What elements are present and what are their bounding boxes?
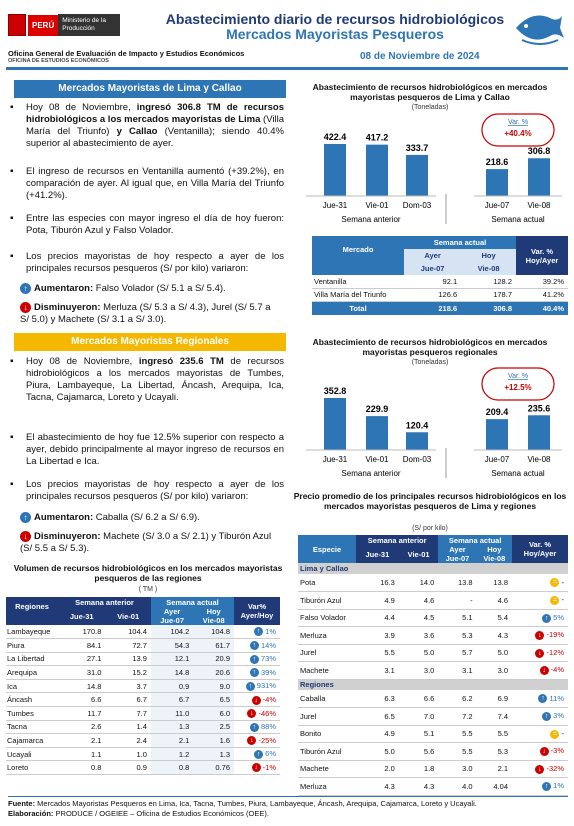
var-value: +40.4% <box>504 129 532 138</box>
bar-Vie-01 <box>366 416 388 450</box>
table-row: Áncash 6.6 6.7 6.7 6.5 ↓ -4% <box>6 693 280 707</box>
group-label-curr: Semana actual <box>491 215 545 224</box>
group-label-prev: Semana anterior <box>341 215 401 224</box>
fish-icon <box>512 6 568 48</box>
section-regionales: Mercados Mayoristas Regionales <box>14 333 286 351</box>
tick-label: Dom-03 <box>402 455 432 464</box>
table-row: Loreto 0.8 0.9 0.8 0.76 ↓ -1% <box>6 761 280 775</box>
var-label: Var. % <box>507 119 529 126</box>
table-row: Merluza 4.3 4.3 4.0 4.04 ↑ 1% <box>298 778 568 796</box>
bullet-precios: ▪ Los precios mayoristas de hoy respecto a ayer de los principales recursos pesqueros (S/ por kilo) variaron: <box>26 251 284 275</box>
produce-logo <box>8 14 120 36</box>
arrow-up-icon: ↑ <box>250 641 259 650</box>
col-sem-actual: Semana actual <box>151 597 234 607</box>
col-d1: Jue-31 <box>356 545 399 563</box>
title-sub: Mercados Mayoristas Pesqueros <box>226 26 444 42</box>
col-d1: Jue-31 <box>58 607 105 625</box>
bar-Jue-31 <box>324 144 346 196</box>
arrow-down-icon: ↓ <box>535 765 544 774</box>
bar-Dom-03 <box>406 432 428 450</box>
bar-value-label: 120.4 <box>405 420 429 431</box>
page-title <box>150 12 520 42</box>
bullet-ventanilla: ▪ El ingreso de recursos en Ventanilla aumentó (+39.2%), en comparación de ayer. Al igual que, en Villa María del Triunfo (+41.2%). <box>26 166 284 202</box>
footer <box>8 796 568 819</box>
header-divider <box>6 67 568 70</box>
col-d3: Jue-07 <box>438 554 476 563</box>
tick-label: Jue-07 <box>484 455 510 464</box>
footer-source: Fuente: Mercados Mayoristas Pesqueros en Lima, Ica, Tacna, Tumbes, Piura, Lambayeque, Áncash, Arequipa, Cajamarca, Loreto y Ucayali. <box>8 799 477 808</box>
table-row: Bonito 4.9 5.1 5.5 5.5 = - <box>298 725 568 743</box>
arrow-up-icon: ↑ <box>542 712 551 721</box>
arrow-down-icon: ↓ <box>20 302 31 313</box>
bullet-reg-ingreso: ▪ Hoy 08 de Noviembre, ingresó 235.6 TM de recursos hidrobiológicos a los mercados mayoristas de Tumbes, Piura, Lambayeque, La Libertad, Áncash, Arequipa, Ica, Tacna, Cajamarca, Loreto y Ucayali. <box>26 356 284 404</box>
arrow-up-icon: ↑ <box>246 682 255 691</box>
bar-value-label: 333.7 <box>405 142 429 153</box>
col-hoy: Hoy <box>193 607 234 616</box>
tick-label: Vie-01 <box>365 455 389 464</box>
bullet-especies: ▪ Entre las especies con mayor ingreso el día de hoy fueron: Pota, Tiburón Azul y Falso Volador. <box>26 213 284 237</box>
col-d1: Jue-07 <box>404 262 461 275</box>
tick-label: Vie-08 <box>527 201 551 210</box>
arrow-down-icon: ↓ <box>535 649 544 658</box>
bullet-lima-ingreso: ▪ Hoy 08 de Noviembre, ingresó 306.8 TM de recursos hidrobiológicos a los mercados mayoristas de Lima (Villa María del Triunfo) y Callao (Ventanilla); siendo 40.4% superior al abastecimiento de ayer. <box>26 102 284 150</box>
group-row: Regiones <box>298 679 568 690</box>
arrow-up-icon: ↑ <box>538 694 547 703</box>
table-row: Ica 14.8 3.7 0.9 9.0 ↑ 931% <box>6 679 280 693</box>
footer-elab: Elaboración: PRODUCE / OGEIEE – Oficina de Estudios Económicos (OEE). <box>8 809 269 818</box>
table-row: Villa María del Triunfo 126.6 178.7 41.2% <box>312 288 568 301</box>
col-especie: Especie <box>298 535 356 563</box>
arrow-down-icon: ↓ <box>20 531 31 542</box>
table-row: La Libertad 27.1 13.9 12.1 20.9 ↑ 73% <box>6 652 280 666</box>
col-var: Var. % Hoy/Ayer <box>516 236 568 275</box>
disminuyeron-lima: ↓ Disminuyeron: Merluza (S/ 5.3 a S/ 4.3), Jurel (S/ 5.7 a S/ 5.0) y Machete (S/ 3.1 a S/ 3.0). <box>20 302 271 326</box>
table-row: Piura 84.1 72.7 54.3 61.7 ↑ 14% <box>6 639 280 653</box>
total-row: Total 218.6 306.8 40.4% <box>312 301 568 315</box>
arrow-up-icon: ↑ <box>20 512 31 523</box>
group-label-prev: Semana anterior <box>341 469 401 478</box>
col-hoy: Hoy <box>461 249 516 262</box>
tick-label: Jue-07 <box>484 201 510 210</box>
col-hoy: Hoy <box>477 545 512 554</box>
col-regiones: Regiones <box>6 597 58 616</box>
peru-shield-icon <box>8 14 26 36</box>
chart1-lima-callao <box>296 112 566 232</box>
chart1-unit: (Toneladas) <box>411 104 449 111</box>
equal-icon: = <box>550 578 559 587</box>
arrow-up-icon: ↑ <box>250 655 259 664</box>
table-row: Jurel 5.5 5.0 5.7 5.0 ↓ -12% <box>298 644 568 662</box>
bar-value-label: 352.8 <box>323 386 347 396</box>
var-value: +12.5% <box>504 383 532 392</box>
chart2-unit: (Toneladas) <box>411 359 449 366</box>
col-var: Var. % Hoy/Ayer <box>512 535 568 563</box>
bar-Dom-03 <box>406 155 428 196</box>
arrow-down-icon: ↓ <box>535 631 544 640</box>
tick-label: Vie-01 <box>365 201 389 210</box>
bar-value-label: 229.9 <box>365 404 389 415</box>
table-row: Tiburón Azul 5.0 5.6 5.5 5.3 ↓ -3% <box>298 743 568 761</box>
table-row: Cajamarca 2.1 2.4 2.1 1.6 ↓ -25% <box>6 734 280 748</box>
col-semana-actual: Semana actual <box>404 236 516 249</box>
arrow-up-icon: ↑ <box>254 627 263 636</box>
bar-Jue-07 <box>486 419 508 450</box>
group-row: Lima y Callao <box>298 563 568 574</box>
tick-label: Dom-03 <box>402 201 432 210</box>
col-d3: Jue-07 <box>151 616 193 625</box>
price-table-unit: (S/ por kilo) <box>412 525 448 532</box>
bar-Jue-07 <box>486 169 508 196</box>
bar-Vie-08 <box>528 415 550 450</box>
col-sem-anterior: Semana anterior <box>58 597 151 607</box>
chart2-regionales <box>296 366 566 484</box>
arrow-up-icon: ↑ <box>542 614 551 623</box>
aumentaron-reg: ↑ Aumentaron: Caballa (S/ 6.2 a S/ 6.9). <box>20 512 270 524</box>
col-d2: Vie-01 <box>399 545 439 563</box>
bar-value-label: 306.8 <box>527 146 551 157</box>
equal-icon: = <box>550 596 559 605</box>
office-sub: OFICINA DE ESTUDIOS ECONÓMICOS <box>8 58 109 64</box>
bar-value-label: 422.4 <box>323 132 347 142</box>
arrow-up-icon: ↑ <box>542 782 551 791</box>
bar-Vie-01 <box>366 145 388 196</box>
group-label-curr: Semana actual <box>491 469 545 478</box>
arrow-down-icon: ↓ <box>540 666 549 675</box>
table-row: Arequipa 31.0 15.2 14.8 20.6 ↑ 39% <box>6 666 280 680</box>
table-row: Tiburón Azul 4.9 4.6 - 4.6 = - <box>298 592 568 610</box>
disminuyeron-reg: ↓ Disminuyeron: Machete (S/ 3.0 a S/ 2.1) y Tiburón Azul (S/ 5.5 a S/ 5.3). <box>20 531 272 555</box>
bar-value-label: 209.4 <box>485 407 509 418</box>
arrow-down-icon: ↓ <box>540 747 549 756</box>
price-table-title: Precio promedio de los principales recursos hidrobiológicos en los mercados mayoristas pesqueros de Lima y regiones <box>293 491 567 511</box>
bar-value-label: 417.2 <box>365 132 389 143</box>
price-table <box>298 535 568 796</box>
table-row: Machete 3.1 3.0 3.1 3.0 ↓ -4% <box>298 662 568 680</box>
var-label: Var. % <box>507 373 529 380</box>
col-sem-actual: Semana actual <box>438 535 512 545</box>
arrow-up-icon: ↑ <box>250 723 259 732</box>
col-d4: Vie-08 <box>477 554 512 563</box>
title-main: Abastecimiento diario de recursos hidrobiológicos <box>165 11 505 27</box>
reg-volume-table <box>6 597 280 775</box>
report-date: 08 de Noviembre de 2024 <box>360 51 480 62</box>
table-row: Machete 2.0 1.8 3.0 2.1 ↓ -32% <box>298 760 568 778</box>
lima-market-table <box>312 236 568 315</box>
arrow-down-icon: ↓ <box>252 696 261 705</box>
col-ayer: Ayer <box>151 607 193 616</box>
logo-ministry: Ministerio de la Producción <box>58 14 120 36</box>
equal-icon: = <box>550 730 559 739</box>
bullet-reg-abastecimiento: ▪ El abastecimiento de hoy fue 12.5% superior con respecto a ayer, debido principalmente al mayor ingreso de recursos en La Libertad e Ica. <box>26 432 284 468</box>
chart1-title: Abastecimiento de recursos hidrobiológicos en mercados mayoristas pesqueros de Lima y Callao <box>312 82 548 102</box>
col-ayer: Ayer <box>404 249 461 262</box>
table-row: Pota 16.3 14.0 13.8 13.8 = - <box>298 574 568 592</box>
chart2-title: Abastecimiento de recursos hidrobiológicos en mercados mayoristas pesqueros regionales <box>312 337 548 357</box>
bullet-reg-precios: ▪ Los precios mayoristas de hoy respecto a ayer de los principales recursos pesqueros (S/ por kilo) variaron: <box>26 479 284 503</box>
office-name: Oficina General de Evaluación de Impacto y Estudios Económicos <box>8 49 245 58</box>
arrow-down-icon: ↓ <box>252 763 261 772</box>
arrow-down-icon: ↓ <box>247 736 256 745</box>
arrow-up-icon: ↑ <box>20 283 31 294</box>
table-row: Ventanilla 92.1 128.2 39.2% <box>312 275 568 288</box>
col-d2: Vie-08 <box>461 262 516 275</box>
col-d4: Vie-08 <box>193 616 234 625</box>
table-row: Jurel 6.5 7.0 7.2 7.4 ↑ 3% <box>298 708 568 726</box>
arrow-up-icon: ↑ <box>250 668 259 677</box>
arrow-down-icon: ↓ <box>247 709 256 718</box>
section-lima-callao: Mercados Mayoristas de Lima y Callao <box>14 80 286 98</box>
tick-label: Jue-31 <box>322 201 348 210</box>
table-row: Caballa 6.3 6.6 6.2 6.9 ↑ 11% <box>298 690 568 708</box>
bar-value-label: 218.6 <box>485 157 509 168</box>
reg-table-unit: ( TM ) <box>138 586 158 593</box>
col-sem-anterior: Semana anterior <box>356 535 438 545</box>
table-row: Lambayeque 170.8 104.4 104.2 104.8 ↑ 1% <box>6 625 280 639</box>
table-row: Tumbes 11.7 7.7 11.0 6.0 ↓ -46% <box>6 707 280 721</box>
col-ayer: Ayer <box>438 545 476 554</box>
tick-label: Vie-08 <box>527 455 551 464</box>
bar-value-label: 235.6 <box>527 403 551 414</box>
logo-peru: PERÚ <box>28 15 58 36</box>
aumentaron-lima: ↑ Aumentaron: Falso Volador (S/ 5.1 a S/ 5.4). <box>20 283 270 295</box>
col-mercado: Mercado <box>312 236 404 262</box>
table-row: Merluza 3.9 3.6 5.3 4.3 ↓ -19% <box>298 627 568 645</box>
arrow-up-icon: ↑ <box>254 750 263 759</box>
bar-Vie-08 <box>528 158 550 196</box>
reg-table-title: Volumen de recursos hidrobiológicos en los mercados mayoristas pesqueros de las regiones <box>13 563 283 583</box>
table-row: Falso Volador 4.4 4.5 5.1 5.4 ↑ 5% <box>298 609 568 627</box>
tick-label: Jue-31 <box>322 455 348 464</box>
bar-Jue-31 <box>324 398 346 450</box>
col-var: Var% Ayer/Hoy <box>234 597 280 625</box>
table-row: Ucayali 1.1 1.0 1.2 1.3 ↑ 6% <box>6 747 280 761</box>
table-row: Tacna 2.6 1.4 1.3 2.5 ↑ 88% <box>6 720 280 734</box>
col-d2: Vie-01 <box>105 607 151 625</box>
